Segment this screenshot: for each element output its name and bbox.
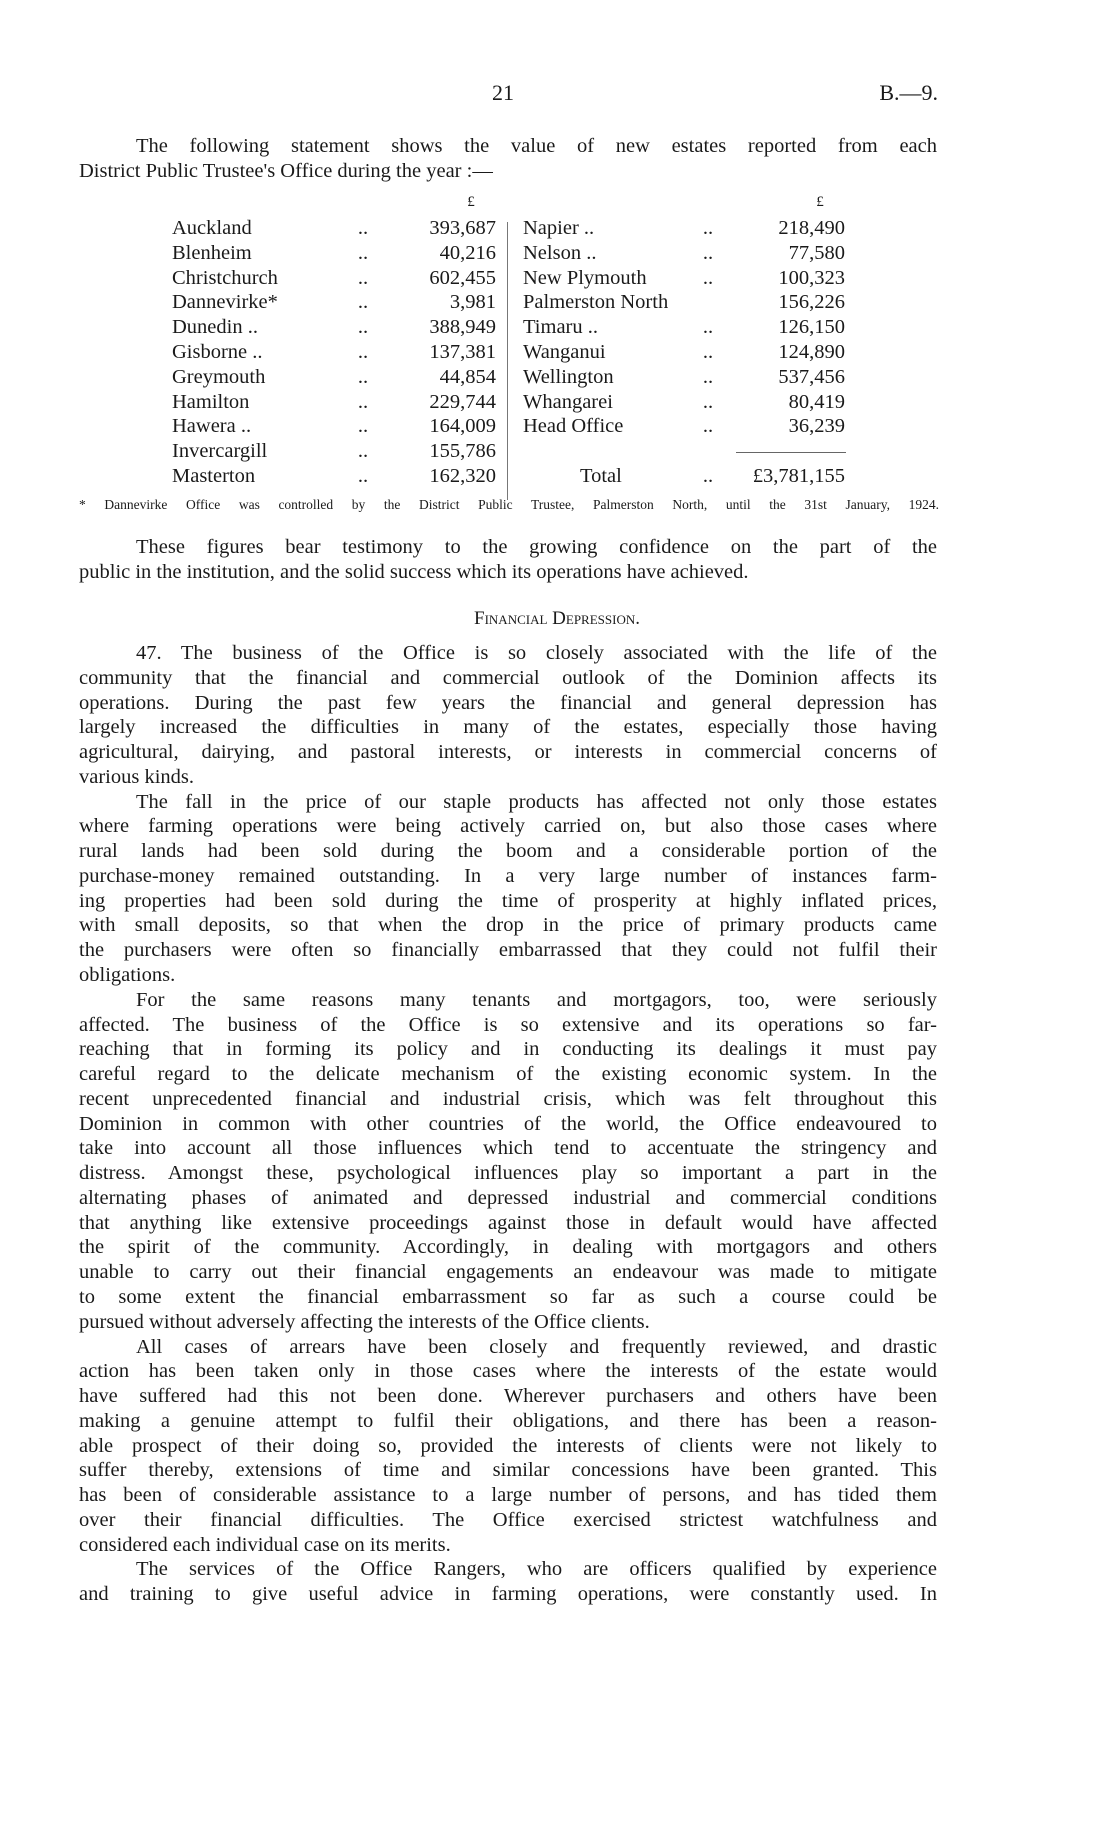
estate-value: 44,854 <box>439 365 496 388</box>
leader-dots: .. <box>357 316 369 339</box>
leader-dots: .. <box>702 390 714 413</box>
office-name: Masterton <box>172 465 256 487</box>
office-name: Blenheim <box>172 241 252 264</box>
paragraph-3-line: For the same reasons many tenants and mortgagors, too, were seriously <box>136 988 937 1011</box>
office-name: Dunedin .. <box>172 316 258 339</box>
paragraph-2-line: rural lands had been sold during the boom and a considerable portion of the <box>79 840 937 863</box>
paragraph-2-line: ing properties had been sold during the time of prosperity at highly inflated prices, <box>79 889 937 912</box>
estate-value: 137,381 <box>429 341 496 363</box>
paragraph-1-line: operations. During the past few years the financial and general depression has <box>79 691 937 714</box>
paragraph-3-line: take into account all those influences which tend to accentuate the stringency and <box>79 1137 937 1160</box>
office-name: Gisborne .. <box>172 341 263 363</box>
estate-value: 164,009 <box>429 415 496 438</box>
leader-dots: .. <box>357 440 369 463</box>
estate-value: 156,226 <box>778 291 845 314</box>
office-name: Wellington <box>523 365 614 388</box>
total-dots: .. <box>702 465 714 487</box>
leader-dots: .. <box>357 291 369 314</box>
paragraph-3-line: Dominion in common with other countries of the world, the Office endeavoured to <box>79 1112 937 1135</box>
office-name: Christchurch <box>172 266 278 289</box>
paragraph-3-line: affected. The business of the Office is so extensive and its operations so far- <box>79 1013 937 1036</box>
leader-dots: .. <box>357 241 369 264</box>
leader-dots: .. <box>357 217 369 239</box>
currency-header-left: £ <box>467 194 475 210</box>
footnote: * Dannevirke Office was controlled by the District Public Trustee, Palmerston North, until the 31st January, 1924. <box>79 497 939 512</box>
paragraph-3-line: unable to carry out their financial engagements an endeavour was made to mitigate <box>79 1261 937 1284</box>
office-name: Whangarei <box>523 390 613 413</box>
leader-dots: .. <box>357 341 369 363</box>
paragraph-4-line: has been of considerable assistance to a large number of persons, and has tided them <box>79 1484 937 1507</box>
total-rule <box>736 452 846 453</box>
paragraph-1-line: 47. The business of the Office is so closely associated with the life of the <box>136 642 937 664</box>
leader-dots: .. <box>357 465 369 487</box>
office-name: Nelson .. <box>523 241 597 264</box>
paragraph-4-line: able prospect of their doing so, provided the interests of clients were not likely to <box>79 1434 937 1457</box>
estate-value: 229,744 <box>429 390 496 413</box>
estate-value: 36,239 <box>788 415 845 438</box>
total-label: Total <box>580 465 622 487</box>
paragraph-3-line: distress. Amongst these, psychological influences play so important a part in the <box>79 1162 937 1185</box>
paragraph-4-line: suffer thereby, extensions of time and similar concessions have been granted. This <box>79 1459 937 1482</box>
estate-value: 388,949 <box>429 316 496 339</box>
paragraph-5-line: The services of the Office Rangers, who are officers qualified by experience <box>136 1558 937 1581</box>
paragraph-3-line: recent unprecedented financial and industrial crisis, which was felt throughout this <box>79 1087 937 1110</box>
paragraph-3-line: the spirit of the community. Accordingly, in dealing with mortgagors and others <box>79 1236 937 1259</box>
office-name: Greymouth <box>172 365 266 388</box>
leader-dots: .. <box>357 365 369 388</box>
estate-value: 126,150 <box>778 316 845 339</box>
leader-dots: .. <box>702 241 714 264</box>
leader-dots: .. <box>357 415 369 438</box>
paragraph-4-line: considered each individual case on its merits. <box>79 1533 451 1556</box>
section-heading: Financial Depression. <box>474 608 640 629</box>
paragraph-2-line: obligations. <box>79 964 176 986</box>
text-line: public in the institution, and the solid success which its operations have achieved. <box>79 560 749 583</box>
office-name: Auckland <box>172 217 252 239</box>
estate-value: 3,981 <box>449 291 496 314</box>
paragraph-4-line: action has been taken only in those cases where the interests of the estate would <box>79 1360 937 1383</box>
paragraph-1-line: community that the financial and commercial outlook of the Dominion affects its <box>79 666 937 689</box>
office-name: Hamilton <box>172 390 250 413</box>
office-name: Palmerston North <box>523 291 669 314</box>
leader-dots: .. <box>702 266 714 289</box>
leader-dots: .. <box>702 217 714 239</box>
paragraph-3-line: pursued without adversely affecting the interests of the Office clients. <box>79 1310 650 1333</box>
estate-value: 393,687 <box>429 217 496 239</box>
paragraph-2-line: where farming operations were being actively carried on, but also those cases where <box>79 815 937 838</box>
paragraph-2-line: purchase-money remained outstanding. In a very large number of instances farm- <box>79 864 937 887</box>
text-line: These figures bear testimony to the growing confidence on the part of the <box>136 536 937 558</box>
paragraph-3-line: careful regard to the delicate mechanism of the existing economic system. In the <box>79 1063 937 1086</box>
estate-value: 100,323 <box>778 266 845 289</box>
currency-header-right: £ <box>816 194 824 210</box>
estate-value: 602,455 <box>429 266 496 289</box>
paragraph-3-line: alternating phases of animated and depressed industrial and commercial conditions <box>79 1186 937 1209</box>
estate-value: 162,320 <box>429 465 496 487</box>
paragraph-1-line: agricultural, dairying, and pastoral interests, or interests in commercial concerns of <box>79 741 937 764</box>
paragraph-2-line: with small deposits, so that when the drop in the price of primary products came <box>79 914 937 937</box>
paragraph-2-line: the purchasers were often so financially embarrassed that they could not fulfil their <box>79 939 937 962</box>
paragraph-3-line: reaching that in forming its policy and in conducting its dealings it must pay <box>79 1038 937 1061</box>
estate-value: 77,580 <box>788 241 845 264</box>
office-name: Hawera .. <box>172 415 252 438</box>
document-reference: B.—9. <box>879 80 938 105</box>
leader-dots: .. <box>702 415 714 438</box>
office-name: Timaru .. <box>523 316 598 339</box>
paragraph-1-line: various kinds. <box>79 765 195 788</box>
paragraph-2-line: The fall in the price of our staple products has affected not only those estates <box>136 790 937 813</box>
estate-value: 155,786 <box>429 440 496 463</box>
estate-value: 40,216 <box>439 241 496 264</box>
estate-value: 80,419 <box>788 390 845 413</box>
paragraph-4-line: have suffered had this not been done. Wherever purchasers and others have been <box>79 1385 937 1408</box>
page-number: 21 <box>492 80 514 105</box>
office-name: Napier .. <box>523 217 595 239</box>
office-name: Invercargill <box>172 440 268 463</box>
text-line: The following statement shows the value of new estates reported from each <box>136 135 937 157</box>
paragraph-5-line: and training to give useful advice in farming operations, were constantly used. In <box>79 1583 937 1606</box>
paragraph-4-line: over their financial difficulties. The Office exercised strictest watchfulness and <box>79 1508 937 1531</box>
paragraph-3-line: that anything like extensive proceedings against those in default would have affected <box>79 1211 937 1234</box>
leader-dots: .. <box>702 365 714 388</box>
paragraph-4-line: All cases of arrears have been closely and frequently reviewed, and drastic <box>136 1335 937 1358</box>
paragraph-3-line: to some extent the financial embarrassment so far as such a course could be <box>79 1286 937 1309</box>
total-value: £3,781,155 <box>752 465 845 487</box>
office-name: Head Office <box>523 415 624 438</box>
office-name: Wanganui <box>523 341 606 363</box>
estate-value: 537,456 <box>778 365 845 388</box>
office-name: New Plymouth <box>523 266 647 289</box>
paragraph-4-line: making a genuine attempt to fulfil their obligations, and there has been a reason- <box>79 1409 937 1432</box>
estate-value: 218,490 <box>778 217 845 239</box>
column-divider <box>507 222 508 500</box>
paragraph-1-line: largely increased the difficulties in many of the estates, especially those having <box>79 716 937 739</box>
estate-value: 124,890 <box>778 341 845 363</box>
office-name: Dannevirke* <box>172 291 278 314</box>
leader-dots: .. <box>702 316 714 339</box>
leader-dots: .. <box>357 390 369 413</box>
leader-dots: .. <box>357 266 369 289</box>
leader-dots: .. <box>702 341 714 363</box>
text-line: District Public Trustee's Office during the year :— <box>79 159 493 182</box>
